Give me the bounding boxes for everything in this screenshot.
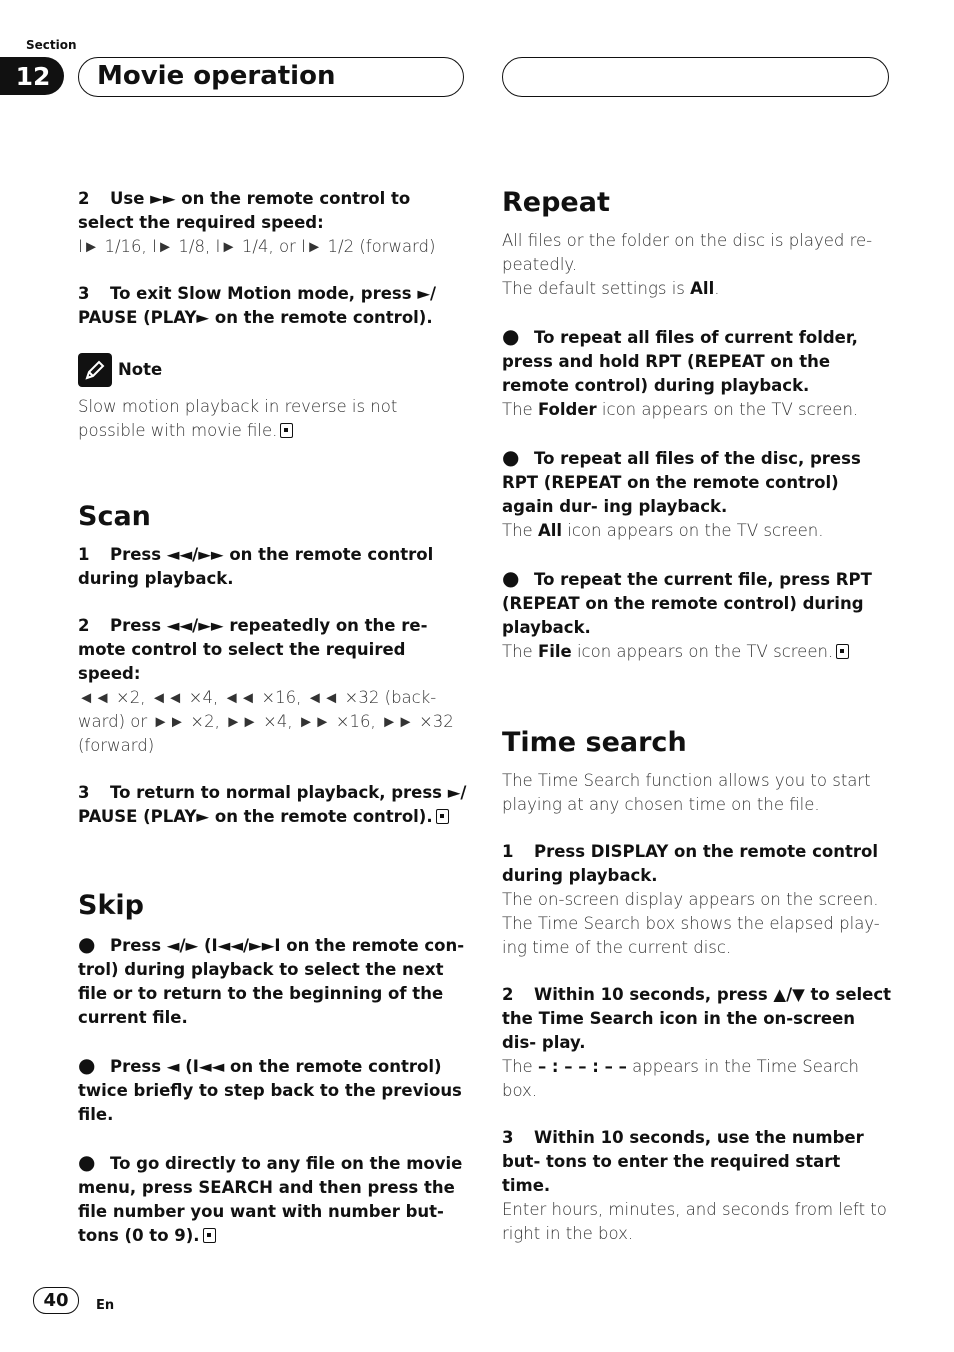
- step-number: 2: [78, 616, 90, 635]
- step-number: 3: [78, 284, 90, 303]
- step-body: The on-screen display appears on the screen. The Time Search box shows the elapsed play- ing time of the current disc.: [502, 890, 880, 957]
- skip-heading: Skip: [78, 890, 144, 921]
- section-number: 12: [0, 57, 64, 95]
- note-pencil-icon: [78, 353, 112, 387]
- time-search-intro: The Time Search function allows you to start playing at any chosen time on the file.: [502, 771, 871, 814]
- note-label: Note: [118, 360, 163, 379]
- step-number: 2: [502, 985, 514, 1004]
- step-number: 3: [78, 783, 90, 802]
- note-text: Slow motion playback in reverse is not possible with movie file.: [78, 397, 398, 440]
- skip-bullet-3: ● To go directly to any file on the movie menu, press SEARCH and then press the file number you want with number but- tons (0 to 9).: [78, 1150, 463, 1245]
- time-step-2: 2 Within 10 seconds, press ▲/▼ to select the Time Search icon in the on-screen dis- play. The – : – – : – – appears in the Time Search box.: [502, 985, 892, 1100]
- page-language: En: [96, 1298, 115, 1313]
- step-text: Use ►► on the remote control to select the required speed:: [78, 189, 411, 232]
- step-number: 3: [502, 1128, 514, 1147]
- step-text: Press DISPLAY on the remote control during playback.: [502, 842, 878, 885]
- time-search-heading: Time search: [502, 727, 687, 758]
- scan-heading: Scan: [78, 501, 151, 532]
- step-body: I► 1/16, I► 1/8, I► 1/4, or I► 1/2 (forward): [78, 237, 436, 256]
- scan-step-1: [78, 543, 470, 591]
- repeat-heading: Repeat: [502, 187, 610, 218]
- step-number: 2: [78, 189, 90, 208]
- note-header: [78, 353, 470, 387]
- scan-step-2: [78, 614, 470, 758]
- repeat-bullet-1: ● To repeat all files of current folder, press and hold RPT (REPEAT on the remote control) during playback. The Folder icon appears on the TV screen.: [502, 324, 859, 419]
- bullet-icon: ●: [78, 1053, 96, 1077]
- skip-bullet-1: ● Press ◄/► (I◄◄/►►I on the remote con- trol) during playback to select the next file or to return to the beginning of the current file.: [78, 932, 465, 1027]
- repeat-bullet-3: ● To repeat the current file, press RPT (REPEAT on the remote control) during playback. The File icon appears on the TV screen.: [502, 566, 872, 661]
- skip-bullet-2: ● Press ◄ (I◄◄ on the remote control) twice briefly to step back to the previous file.: [78, 1053, 462, 1124]
- step-text: To exit Slow Motion mode, press ►/ PAUSE (PLAY► on the remote control).: [78, 284, 437, 327]
- end-mark-icon: [836, 644, 849, 659]
- left-column: [78, 187, 470, 1271]
- step-text: Within 10 seconds, use the number but- tons to enter the required start time.: [502, 1128, 864, 1195]
- step-text: Press ◄◄/►► repeatedly on the re- mote control to select the required speed:: [78, 616, 428, 683]
- slow-step-3: [78, 282, 470, 330]
- bullet-icon: ●: [78, 932, 96, 956]
- time-step-1: [502, 840, 894, 960]
- step-body: Enter hours, minutes, and seconds from left to right in the box.: [502, 1200, 887, 1243]
- time-step-3: [502, 1126, 894, 1246]
- scan-step-3: [78, 781, 470, 829]
- bullet-icon: ●: [502, 566, 520, 590]
- end-mark-icon: [203, 1228, 216, 1243]
- slow-step-2: [78, 187, 470, 259]
- step-body: ◄◄ ×2, ◄◄ ×4, ◄◄ ×16, ◄◄ ×32 (back- ward) or ►► ×2, ►► ×4, ►► ×16, ►► ×32 (forward): [78, 688, 454, 755]
- step-number: 1: [78, 545, 90, 564]
- end-mark-icon: [436, 809, 449, 824]
- page-number: 40: [33, 1287, 79, 1314]
- end-mark-icon: [280, 423, 293, 438]
- right-column: [502, 187, 894, 1269]
- repeat-intro: All files or the folder on the disc is played re- peatedly. The default settings is All.: [502, 231, 873, 298]
- step-text: To return to normal playback, press ►/ PAUSE (PLAY► on the remote control).: [78, 783, 467, 826]
- step-text: Within 10 seconds, press ▲/▼ to select the Time Search icon in the on-screen dis- play.: [502, 985, 892, 1052]
- section-label: Section: [26, 38, 77, 52]
- chapter-title-blank: [502, 57, 889, 97]
- bullet-icon: ●: [502, 324, 520, 348]
- step-text: Press ◄◄/►► on the remote control during playback.: [78, 545, 434, 588]
- step-number: 1: [502, 842, 514, 861]
- bullet-icon: ●: [502, 445, 520, 469]
- repeat-bullet-2: ● To repeat all files of the disc, press RPT (REPEAT on the remote control) again dur- ing playback. The All icon appears on the TV screen.: [502, 445, 861, 540]
- chapter-title: Movie operation: [78, 57, 464, 97]
- bullet-icon: ●: [78, 1150, 96, 1174]
